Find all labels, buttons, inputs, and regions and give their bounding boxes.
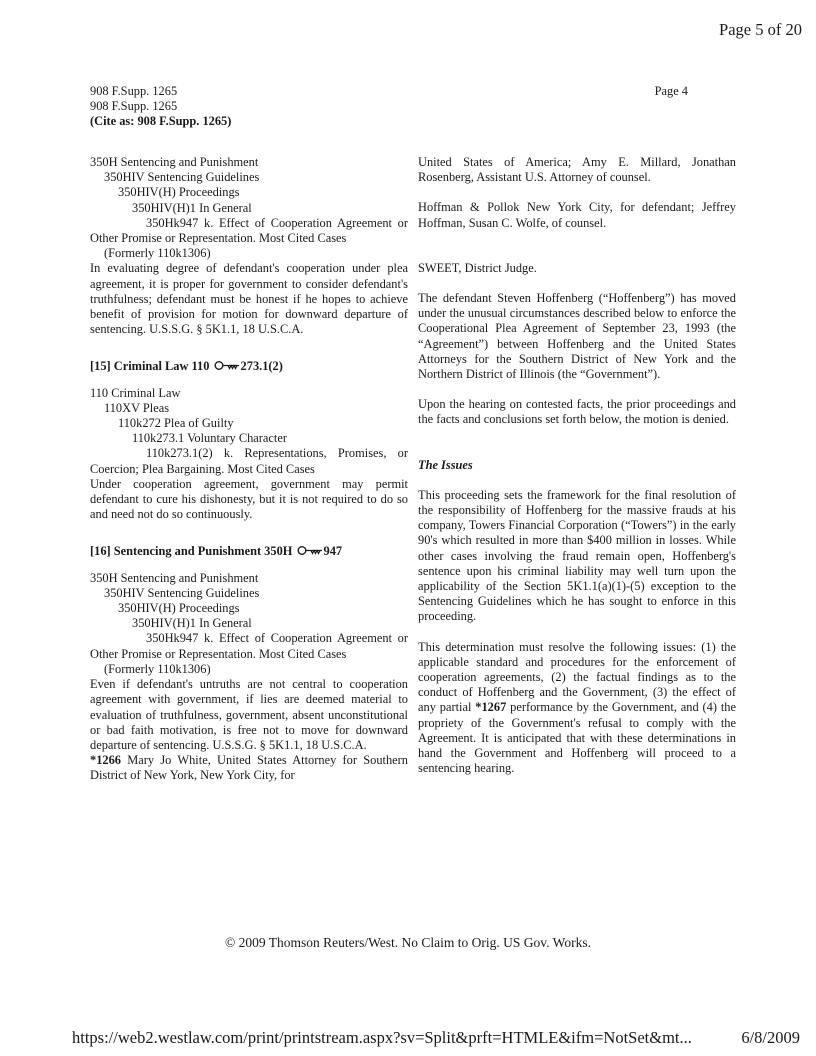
topic-line: 350HIV(H)1 In General [132, 200, 252, 215]
opinion-paragraph: This proceeding sets the framework for the final resolution of the responsibility of Hoffenberg for the massive frauds at his company, Towers Financial Corporation (“Towers”) in the early 90's which resulted in more than $400 million in losses. While other cases involving the fraud remain open, Hoffenberg's sentence upon his criminal liability may well turn upon the applicability of the Section 5K1.1(a)(1)-(5) exception to the Sentencing Guidelines which he has sought to enforce in this proceeding. [418, 487, 736, 624]
key-number-icon [297, 545, 323, 560]
counsel-text: Mary Jo White, United States Attorney for Southern District of New York, New York City, for [90, 753, 408, 783]
citation-block [90, 84, 231, 130]
topic-line: 350HIV Sentencing Guidelines [104, 170, 260, 185]
defense-counsel: Hoffman & Pollok New York City, for defendant; Jeffrey Hoffman, Susan C. Wolfe, of counsel. [418, 200, 736, 230]
topic-line: 110 Criminal Law [90, 385, 181, 400]
keynote-line[interactable]: 350Hk947 k. Effect of Cooperation Agreement or Other Promise or Representation. Most Cited Cases [90, 631, 408, 661]
headnote-prefix: [15] Criminal Law 110 [90, 359, 210, 374]
topic-line: 110k273.1 Voluntary Character [132, 431, 287, 446]
star-page-marker: *1266 [90, 753, 121, 768]
topic-line: 350HIV(H) Proceedings [118, 185, 240, 200]
topic-line: 110k272 Plea of Guilty [118, 416, 234, 431]
left-column [90, 155, 408, 784]
formerly-line: (Formerly 110k1306) [104, 661, 211, 676]
headnote-summary: Even if defendant's untruths are not central to cooperation agreement with government, if lies are deemed material to evaluation of truthfulness, government, absent unconstitutional or bad faith motivation, is free not to move for downward departure of sentencing. U.S.S.G. § 5K1.1, 18 U.S.C.A. [90, 677, 408, 752]
topic-line: 110XV Pleas [104, 400, 170, 415]
keynote-line[interactable]: 350Hk947 k. Effect of Cooperation Agreement or Other Promise or Representation. Most Cited Cases [90, 215, 408, 246]
counsel-paragraph [90, 753, 408, 783]
print-date: 6/8/2009 [741, 1028, 800, 1047]
topic-line: 350HIV(H) Proceedings [118, 601, 240, 616]
topic-line: 350H Sentencing and Punishment [90, 155, 259, 169]
citation-line: 908 F.Supp. 1265 [90, 84, 178, 98]
judge-line: SWEET, District Judge. [418, 260, 537, 275]
paragraph-text: This determination must resolve the following issues: (1) the applicable standard and procedures for the enforcement of cooperation agreements, (2) the factual findings as to the conduct of Hoffenberg and the Government, (3) the effect of any partial [418, 639, 736, 715]
headnote-15[interactable] [90, 359, 408, 375]
opinion-paragraph [418, 640, 736, 777]
page-label: Page 4 [654, 84, 688, 98]
star-page-marker: *1267 [475, 700, 507, 715]
headnote-summary: In evaluating degree of defendant's cooperation under plea agreement, it is proper for government to consider defendant's truthfulness; defendant must be honest if he hopes to achieve benefit of provision for motion for downward departure of sentencing. U.S.S.G. § 5K1.1, 18 U.S.C.A. [90, 261, 408, 337]
key-number-icon [214, 360, 240, 375]
headnote-16[interactable] [90, 544, 408, 560]
paragraph-text: performance by the Government, and (4) the propriety of the Government's refusal to comply with the Agreement. It is anticipated that with these determinations in hand the Government and Hoffenberg will proceed to a sentencing hearing. [418, 700, 736, 776]
headnote-key: 947 [323, 544, 343, 559]
print-url[interactable]: https://web2.westlaw.com/print/printstream.aspx?sv=Split&prft=HTMLE&ifm=NotSet&mt... [72, 1028, 692, 1047]
topic-line: 350H Sentencing and Punishment [90, 570, 259, 585]
headnote-key: 273.1(2) [240, 359, 283, 374]
counsel-continued: United States of America; Amy E. Millard, Jonathan Rosenberg, Assistant U.S. Attorney of counsel. [418, 155, 736, 185]
topic-line: 350HIV(H)1 In General [132, 616, 252, 631]
topic-line: 350HIV Sentencing Guidelines [104, 585, 260, 600]
cite-as: (Cite as: 908 F.Supp. 1265) [90, 114, 232, 129]
citation-line: 908 F.Supp. 1265 [90, 99, 178, 114]
opinion-paragraph: Upon the hearing on contested facts, the prior proceedings and the facts and conclusions set forth below, the motion is denied. [418, 397, 736, 427]
headnote-summary: Under cooperation agreement, government may permit defendant to cure his dishonesty, but it is not required to do so and need not do so continuously. [90, 476, 408, 522]
copyright-notice: © 2009 Thomson Reuters/West. No Claim to Orig. US Gov. Works. [225, 935, 591, 950]
page-number: Page 5 of 20 [719, 20, 802, 39]
opinion-paragraph: The defendant Steven Hoffenberg (“Hoffenberg”) has moved under the unusual circumstances described below to enforce the Cooperational Plea Agreement of September 23, 1993 (the “Agreement”) between Hoffenberg and the United States Attorneys for the Southern District of New York and the Northern District of Illinois (the “Government”). [418, 291, 736, 382]
keynote-line[interactable]: 110k273.1(2) k. Representations, Promises, or Coercion; Plea Bargaining. Most Cited Cases [90, 446, 408, 476]
right-column [418, 155, 736, 777]
formerly-line: (Formerly 110k1306) [104, 246, 211, 261]
section-title: The Issues [418, 457, 473, 472]
headnote-prefix: [16] Sentencing and Punishment 350H [90, 544, 293, 559]
